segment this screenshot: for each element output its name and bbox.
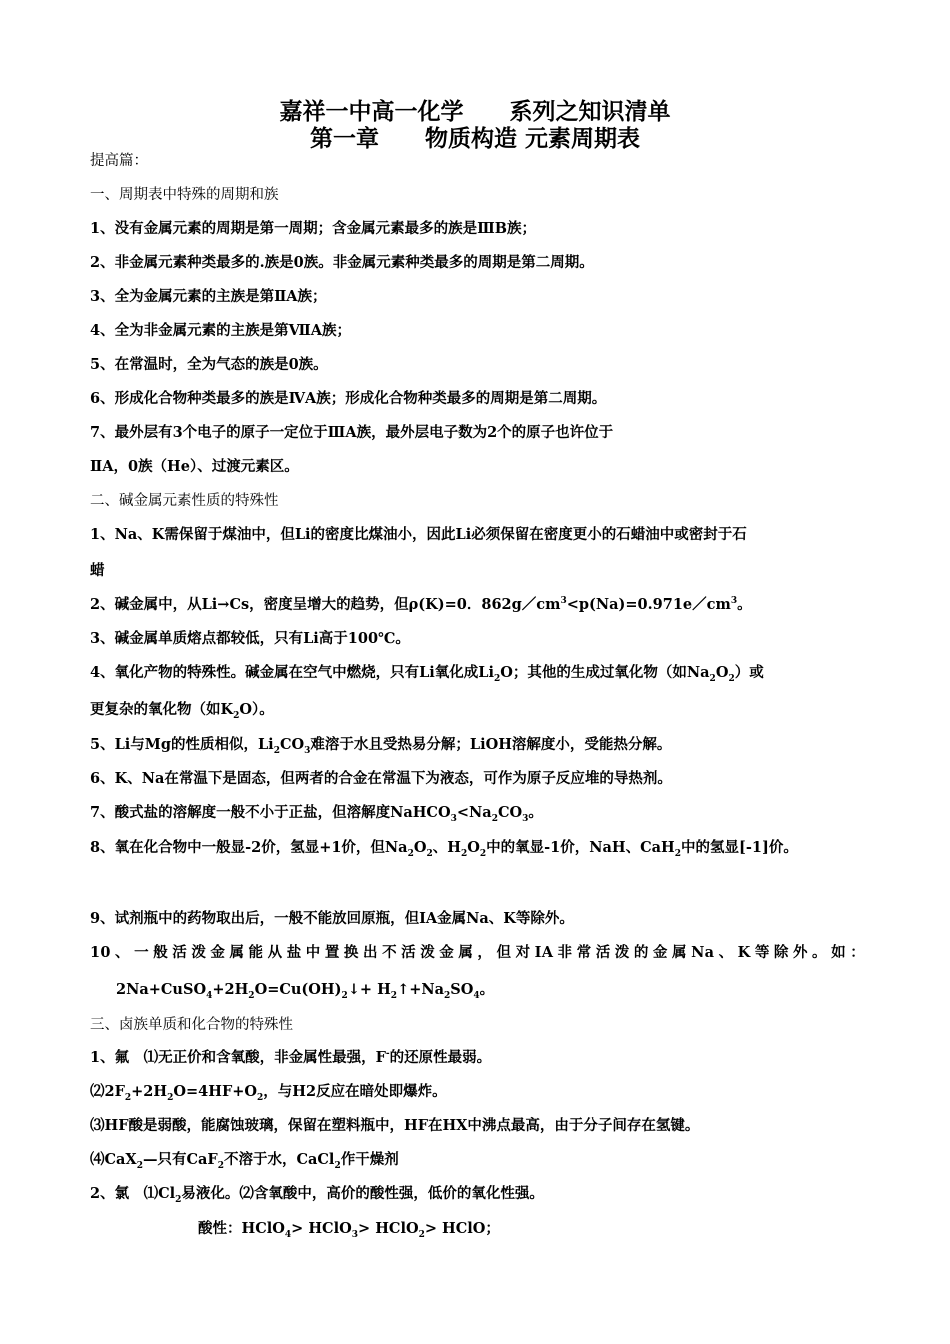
- s2-item-10: 10、一般活泼金属能从盐中置换出不活泼金属，但对IA非常活泼的金属Na、K等除外。如：: [90, 944, 865, 961]
- s1-item-1: 1、没有金属元素的周期是第一周期；含金属元素最多的族是ⅢB族；: [90, 220, 536, 237]
- s2-item-3: 3、碱金属单质熔点都较低，只有Li高于100℃。: [90, 630, 410, 647]
- s2-item-1-cont: 蜡: [90, 562, 105, 579]
- s2-item-6: 6、K、Na在常温下是固态，但两者的合金在常温下为液态，可作为原子反应堆的导热剂。: [90, 770, 672, 787]
- intro-label: 提高篇：: [90, 153, 148, 169]
- s2-item-8: 8、氧在化合物中一般显-2价，氢显+1价，但$Na_2O_2$、$H_2O_2$中的氧显-1价，NaH、CaH$_2$中的氢显[-1]价。: [90, 839, 798, 859]
- s2-item-4: 4、氧化产物的特殊性。碱金属在空气中燃烧，只有Li氧化成$Li_2O$；其他的生成过氧化物（如$Na_2O_2$）或: [90, 664, 764, 684]
- s2-equation: $2Na+CuSO_4+2H_2O=Cu(OH)_2↓+$ $H_2↑+Na_2SO_4$。: [116, 981, 495, 1001]
- section-3-heading: 三、卤族单质和化合物的特殊性: [90, 1017, 293, 1033]
- s3-fluorine-1: 1、氟 ⑴无正价和含氧酸，非金属性最强，F-的还原性最弱。: [90, 1049, 492, 1066]
- s1-item-3: 3、全为金属元素的主族是第ⅡA族；: [90, 288, 327, 305]
- s2-item-5: 5、Li与Mg的性质相似，$Li_2CO_3$难溶于水且受热易分解；LiOH溶解度小，受能热分解。: [90, 736, 672, 756]
- s2-item-9: 9、试剂瓶中的药物取出后，一般不能放回原瓶，但IA金属Na、K等除外。: [90, 910, 574, 927]
- s2-item-1: 1、Na、K需保留于煤油中，但Li的密度比煤油小，因此Li必须保留在密度更小的石蜡油中或密封于石: [90, 526, 747, 543]
- s1-item-7-cont: ⅡA，0族（He）、过渡元素区。: [90, 458, 299, 475]
- section-2-heading: 二、碱金属元素性质的特殊性: [90, 493, 279, 509]
- s2-item-7: 7、酸式盐的溶解度一般不小于正盐，但溶解度$NaHCO_3<Na_2CO_3$。: [90, 804, 543, 824]
- s1-item-7: 7、最外层有3个电子的原子一定位于ⅢA族，最外层电子数为2个的原子也许位于: [90, 424, 614, 441]
- chapter-title: 第一章 物质构造 元素周期表: [309, 126, 640, 152]
- arrow-right-icon: →: [217, 596, 230, 613]
- s1-item-2: 2、非金属元素种类最多的.族是0族。非金属元素种类最多的周期是第二周期。: [90, 254, 594, 271]
- s3-fluorine-3: ⑶HF酸是弱酸，能腐蚀玻璃，保留在塑料瓶中，HF在HX中沸点最高，由于分子间存在氢键。: [90, 1117, 700, 1134]
- section-1-heading: 一、周期表中特殊的周期和族: [90, 187, 279, 203]
- s1-item-5: 5、在常温时，全为气态的族是0族。: [90, 356, 328, 373]
- s1-item-6: 6、形成化合物种类最多的族是ⅣA族；形成化合物种类最多的周期是第二周期。: [90, 390, 607, 407]
- s3-chlorine-acidity: 酸性：HClO$_4$> HClO$_3$> HClO$_2$> HClO；: [198, 1220, 500, 1240]
- s2-item-4-cont: 更复杂的氧化物（如$K_2O$）。: [90, 701, 274, 721]
- s3-fluorine-2: $⑵2F_2+2H_2O=4HF+O_2$，与H2反应在暗处即爆炸。: [90, 1083, 447, 1103]
- s3-chlorine-1: 2、氯 $⑴Cl_2$易液化。⑵含氧酸中，高价的酸性强，低价的氧化性强。: [90, 1185, 544, 1205]
- s3-fluorine-4: ⑷CaX$_2$—只有CaF$_2$不溶于水，CaCl$_2$作干燥剂: [90, 1151, 399, 1171]
- doc-title: 嘉祥一中高一化学 系列之知识清单: [279, 99, 671, 125]
- s2-item-2: 2、碱金属中，从Li→Cs，密度呈增大的趋势，但ρ(K)=0．$862g/cm^3<p(Na)=0.971e/cm^3$。: [90, 596, 752, 613]
- s1-item-4: 4、全为非金属元素的主族是第ⅦA族；: [90, 322, 351, 339]
